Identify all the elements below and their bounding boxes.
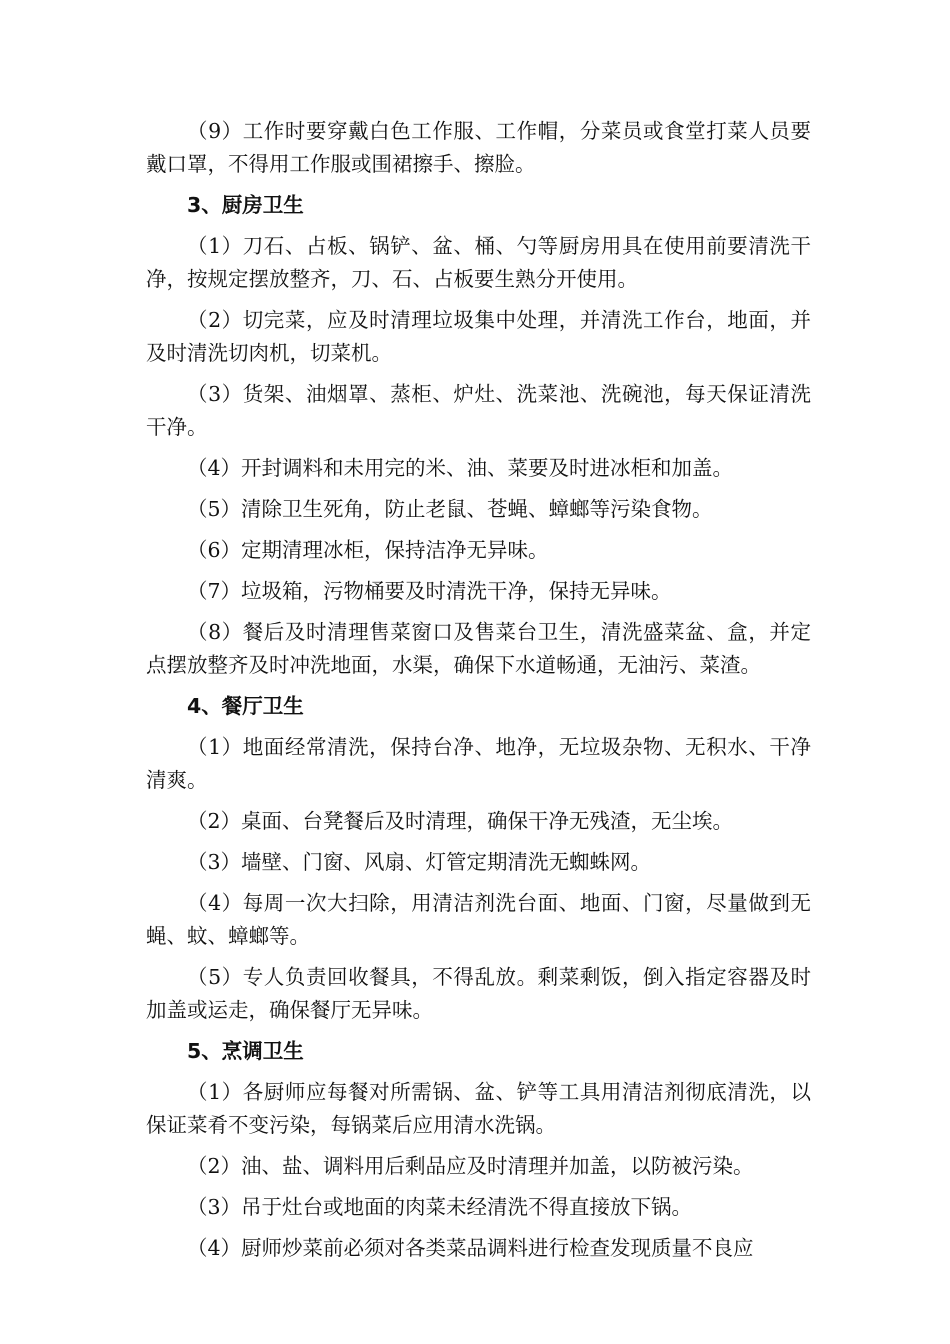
dining-item-3: （3）墙壁、门窗、风扇、灯管定期清洗无蜘蛛网。 [187,850,652,874]
dining-item-1: （1）地面经常清洗，保持台净、地净，无垃圾杂物、无积水、干净清爽。 [146,735,811,792]
kitchen-item-2: （2）切完菜，应及时清理垃圾集中处理，并清洗工作台，地面，并及时清洗切肉机，切菜机。 [146,308,811,365]
cooking-item-2: （2）油、盐、调料用后剩品应及时清理并加盖，以防被污染。 [187,1154,754,1178]
kitchen-item-8: （8）餐后及时清理售菜窗口及售菜台卫生，清洗盛菜盆、盒，并定点摆放整齐及时冲洗地面，水渠，确保下水道畅通，无油污、菜渣。 [146,620,811,677]
dining-item-4: （4）每周一次大扫除，用清洁剂洗台面、地面、门窗，尽量做到无蝇、蚊、蟑螂等。 [146,891,811,948]
dining-item-2: （2）桌面、台凳餐后及时清理，确保干净无残渣，无尘埃。 [187,809,734,833]
heading-kitchen-hygiene: 3、厨房卫生 [187,193,304,217]
kitchen-item-3: （3）货架、油烟罩、蒸柜、炉灶、洗菜池、洗碗池，每天保证清洗干净。 [146,382,811,439]
paragraph-item-9: （9）工作时要穿戴白色工作服、工作帽，分菜员或食堂打菜人员要戴口罩，不得用工作服或围裙擦手、擦脸。 [146,119,811,176]
heading-dining-hall-hygiene: 4、餐厅卫生 [187,694,304,718]
cooking-item-3: （3）吊于灶台或地面的肉菜未经清洗不得直接放下锅。 [187,1195,693,1219]
kitchen-item-7: （7）垃圾箱，污物桶要及时清洗干净，保持无异味。 [187,579,672,603]
cooking-item-4: （4）厨师炒菜前必须对各类菜品调料进行检查发现质量不良应 [187,1236,754,1260]
kitchen-item-4: （4）开封调料和未用完的米、油、菜要及时进冰柜和加盖。 [187,456,734,480]
kitchen-item-6: （6）定期清理冰柜，保持洁净无异味。 [187,538,549,562]
heading-cooking-hygiene: 5、烹调卫生 [187,1039,304,1063]
cooking-item-1: （1）各厨师应每餐对所需锅、盆、铲等工具用清洁剂彻底清洗，以保证菜肴不变污染，每锅菜后应用清水洗锅。 [146,1080,811,1137]
document-body [146,115,811,1273]
kitchen-item-1: （1）刀石、占板、锅铲、盆、桶、勺等厨房用具在使用前要清洗干净，按规定摆放整齐，刀、石、占板要生熟分开使用。 [146,234,811,291]
kitchen-item-5: （5）清除卫生死角，防止老鼠、苍蝇、蟑螂等污染食物。 [187,497,713,521]
dining-item-5: （5）专人负责回收餐具，不得乱放。剩菜剩饭，倒入指定容器及时加盖或运走，确保餐厅无异味。 [146,965,811,1022]
